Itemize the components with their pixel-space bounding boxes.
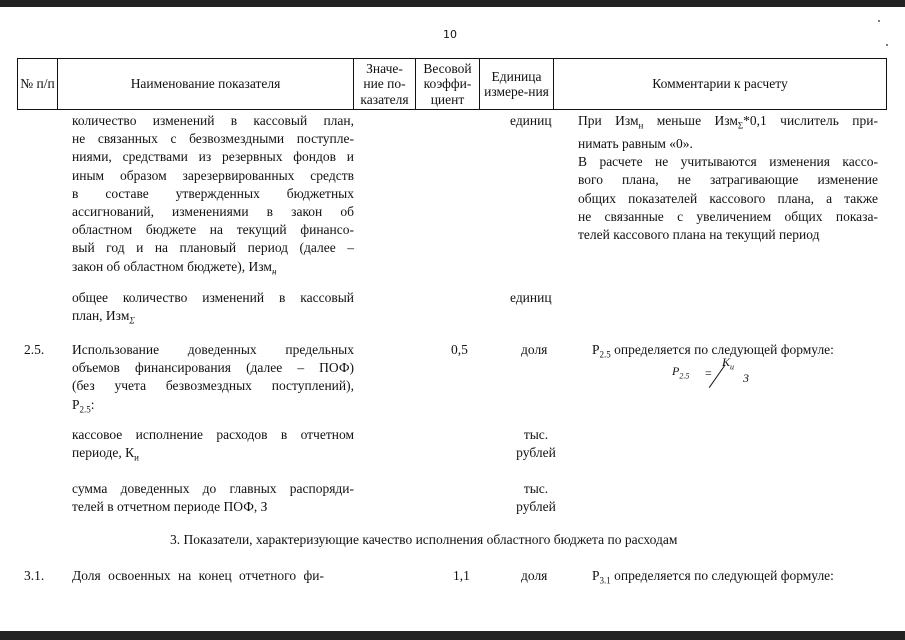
table-header bbox=[17, 58, 887, 110]
header-weight: Весовой коэффи-циент bbox=[416, 59, 480, 109]
row-3-1-weight: 1,1 bbox=[453, 568, 470, 583]
scan-border-bottom bbox=[0, 631, 905, 640]
page-number: 10 bbox=[443, 28, 457, 41]
header-comment: Комментарии к расчету bbox=[652, 76, 788, 92]
row-2-5-comment: $Р_{2.5}$ определяется по следующей формуле: bbox=[592, 342, 834, 360]
row-3-1-unit: доля bbox=[521, 568, 548, 583]
row-z-unit: тыс. рублей bbox=[516, 481, 556, 515]
header-num: № п/п bbox=[18, 59, 58, 109]
row-3-1-num: 3.1. bbox=[24, 568, 45, 583]
row-2-5-unit: доля bbox=[521, 342, 548, 357]
row-2-5-name: Использование доведенных предельных объемов финансирования (далее – ПОФ) (без учета безвозмездных поступлений), $Р_{2.5}$: bbox=[72, 342, 354, 415]
header-unit: Единица измере-ния bbox=[480, 59, 554, 109]
row-2-5-weight: 0,5 bbox=[451, 342, 468, 357]
row-2-name: общее количество изменений в кассовый план, Изм$_\Sigma$ bbox=[72, 290, 354, 326]
row-2-unit: единиц bbox=[510, 290, 552, 305]
section-title: 3. Показатели, характеризующие качество исполнения областного бюджета по расходам bbox=[170, 532, 678, 547]
row-z-name: сумма доведенных до главных распоряди- телей в отчетном периоде ПОФ, З bbox=[72, 481, 354, 515]
scan-speck bbox=[878, 20, 880, 22]
header-name: Наименование показателя bbox=[58, 59, 354, 109]
scan-speck bbox=[886, 44, 888, 46]
row-ki-unit: тыс. рублей bbox=[516, 427, 556, 461]
header-value: Значе-ние по-казателя bbox=[354, 59, 416, 109]
row-3-1-name: Доля освоенных на конец отчетного фи- bbox=[72, 568, 324, 583]
row-ki-name: кассовое исполнение расходов в отчетном периоде, $К_и$ bbox=[72, 427, 354, 463]
row-1-name: количество изменений в кассовый план, не связанных с безвозмездными поступле- ниями, средствами из резервных фондов и иным образом зарезервированных средств в составе утвержденных бюджетных ассигнований, изменениями в закон об областном бюджете на текущий финансо- вый год и на плановый период (далее – закон об областном бюджете), Изм$_н$ bbox=[72, 113, 354, 277]
scan-border-top bbox=[0, 0, 905, 7]
row-1-unit: единиц bbox=[510, 113, 552, 128]
row-1-comment: При Изм$_н$ меньше Изм$_\Sigma$*0,1 числитель при- нимать равным «0». В расчете не учитываются изменения кассо- вого плана, не затрагивающие изменение общих показателей кассового плана, а также не связанные с увеличением общих показа- телей кассового плана на текущий период bbox=[578, 113, 878, 242]
row-3-1-comment: $Р_{3.1}$ определяется по следующей формуле: bbox=[592, 568, 834, 586]
row-2-5-num: 2.5. bbox=[24, 342, 45, 357]
